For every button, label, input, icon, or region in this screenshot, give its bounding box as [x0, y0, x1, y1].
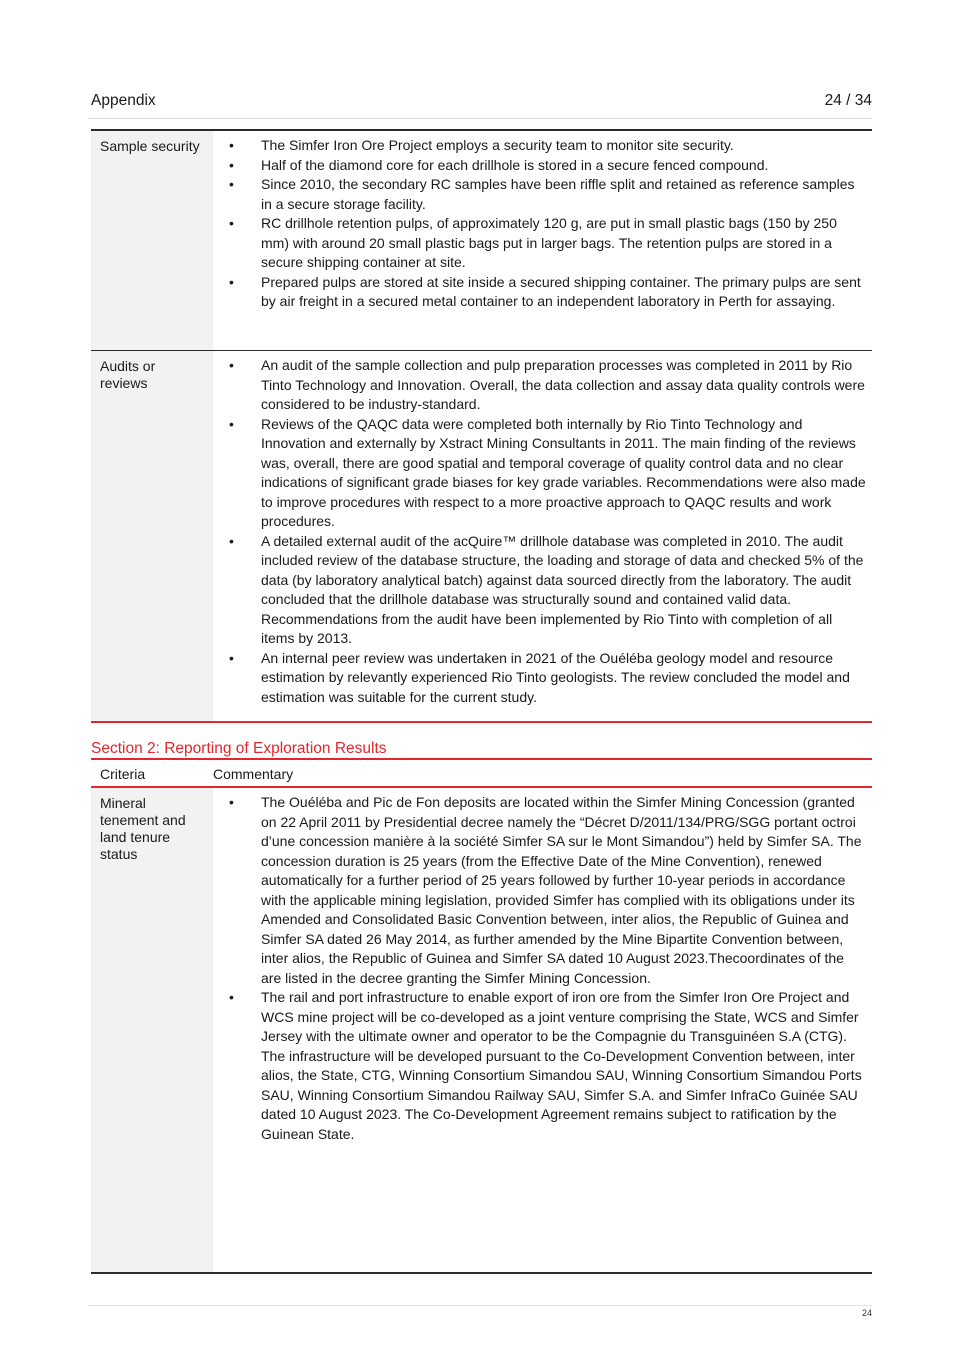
bullet-icon: •	[229, 273, 234, 290]
bullet-icon: •	[229, 215, 234, 231]
bullet-icon: •	[229, 137, 234, 153]
footer-page-number: 24	[861, 1308, 872, 1318]
bullet-icon: •	[229, 989, 234, 1005]
column-header-criteria: Criteria	[100, 766, 146, 782]
criteria-table-section-1	[91, 129, 872, 723]
bullet-icon: •	[229, 176, 234, 192]
page-indicator: 24 / 34	[824, 92, 872, 109]
bullet-item: • An internal peer review was undertaken in 2021 of the Ouéléba geology model and resource estimation by relevantly experienced Rio Tinto geologists. The review concluded the model and estimation was suitable for the current study.	[229, 649, 850, 705]
criteria-table-section-2	[91, 758, 872, 1274]
bullet-item: • Prepared pulps are stored at site inside a secured shipping container. The primary pulps are sent by air freight in a secured metal container to an independent laboratory in Perth for assaying.	[229, 273, 861, 309]
header-divider	[88, 118, 872, 119]
bullet-item: • The Simfer Iron Ore Project employs a security team to monitor site security.	[213, 136, 868, 156]
bullet-icon: •	[229, 794, 234, 810]
column-header-commentary: Commentary	[213, 766, 294, 782]
section-title: Section 2: Reporting of Exploration Results	[91, 740, 387, 757]
bullet-icon: •	[229, 156, 234, 173]
bullet-item: • The rail and port infrastructure to enable export of iron ore from the Simfer Iron Ore Project and WCS mine project will be co-developed as a joint venture comprising the State, WCS and Simfer Jersey with the ultimate owner and operator to be the Compagnie du Transguinéen S.A (CTG). The infrastructure will be developed pursuant to the Co-Development Convention between, inter alios, the State, CTG, Winning Consortium Simandou SAU, Winning Consortium Simandou Ports SAU, Winning Consortium Simandou Railway SAU, Simfer S.A. and Simfer InfraCo Guinée SAU dated 10 August 2023. The Co-Development Agreement remains subject to ratification by the Guinean State.	[229, 989, 862, 1142]
criteria-label: Mineral tenement and land tenure status	[91, 787, 213, 1273]
bullet-item: • A detailed external audit of the acQuire™ drillhole database was completed in 2010. The audit included review of the database structure, the loading and storage of data and checked 5% of the data (by laboratory analytical batch) against data sourced directly from the laboratory. The audit concluded that the drillhole database was structurally sound and contained valid data. Recommendations from the audit have been implemented by Rio Tinto with completion of all items by 2013.	[229, 532, 864, 646]
table-header-row	[91, 759, 872, 787]
page-title: Appendix	[91, 92, 156, 109]
bullet-icon: •	[229, 649, 234, 666]
criteria-label: Audits or reviews	[91, 351, 213, 723]
bullet-icon: •	[229, 415, 234, 432]
bullet-item: • An audit of the sample collection and pulp preparation processes was completed in 2011 by Rio Tinto Technology and Innovation. Overall, the data collection and assay data quality controls were considered to be industry-standard.	[229, 357, 865, 412]
commentary-cell	[213, 130, 872, 351]
page-header	[91, 90, 872, 112]
bullet-item: • RC drillhole retention pulps, of approximately 120 g, are put in small plastic bags (150 by 250 mm) with around 20 small plastic bags put in larger bags. The retention pulps are stored in a secure shipping container at site.	[229, 215, 837, 270]
bullet-item: • The Ouéléba and Pic de Fon deposits are located within the Simfer Mining Concession (granted on 22 April 2011 by Presidential decree namely the “Décret D/2011/134/PRG/SGG portant octroi d’une concession manière à la société Simfer SA sur le Mont Simandou”) held by Simfer SA. The concession duration is 25 years (from the Effective Date of the Mine Convention), renewed automatically for a further period of 25 years followed by further 10-year periods in accordance with the applicable mining legislation, provided Simfer has complied with its obligations under its Amended and Consolidated Basic Convention between, inter alios, the Republic of Guinea and Simfer SA dated 26 May 2014, as further amended by the Mine Bipartite Convention between, inter alios, the Republic of Guinea and Simfer SA dated 10 August 2023.Thecoordinates of the are listed in the decree granting the Simfer Mining Concession.	[229, 794, 862, 986]
bullet-item: • Half of the diamond core for each drillhole is stored in a secure fenced compound.	[213, 156, 868, 176]
bullet-icon: •	[229, 532, 234, 549]
bullet-list	[213, 356, 868, 707]
criteria-label: Sample security	[91, 130, 213, 351]
table-row	[91, 787, 872, 1273]
bullet-icon: •	[229, 357, 234, 373]
commentary-cell	[213, 351, 872, 723]
bullet-item: • Reviews of the QAQC data were completed both internally by Rio Tinto Technology and Innovation and externally by Xstract Mining Consultants in 2011. The main finding of the reviews was, overall, there are good spatial and temporal coverage of quality control data and no clear indications of significant grade biases for key grade variables. Recommendations were also made to improve procedures with respect to a more proactive approach to QAQC results and work procedures.	[229, 415, 866, 529]
bullet-list	[213, 136, 868, 312]
table-row	[91, 351, 872, 723]
commentary-cell	[213, 787, 872, 1273]
table-row	[91, 130, 872, 351]
bullet-list	[213, 793, 868, 1144]
bullet-item: • Since 2010, the secondary RC samples have been riffle split and retained as reference samples in a secure storage facility.	[229, 176, 855, 212]
footer-divider	[88, 1305, 872, 1306]
